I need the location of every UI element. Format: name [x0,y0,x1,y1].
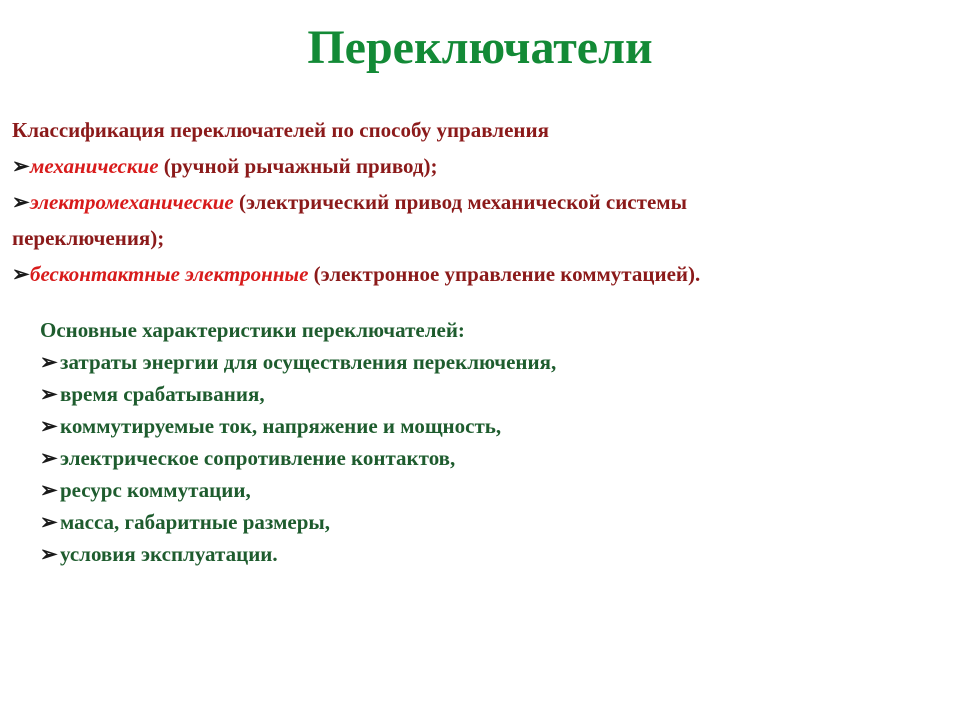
chevron-arrow-icon: ➢ [12,154,30,178]
classification-item [12,256,952,292]
characteristics-item [40,378,940,410]
chevron-arrow-icon: ➢ [40,446,58,470]
characteristics-text: электрическое сопротивление контактов, [60,446,456,470]
classification-term: бесконтактные электронные [30,262,309,286]
classification-item [12,148,952,184]
chevron-arrow-icon: ➢ [40,542,58,566]
classification-item [12,184,952,220]
classification-heading: Классификация переключателей по способу управления [12,118,549,142]
characteristics-text: коммутируемые ток, напряжение и мощность, [60,414,502,438]
characteristics-text: масса, габаритные размеры, [60,510,331,534]
classification-desc: (электронное управление коммутацией). [308,262,701,286]
characteristics-text: условия эксплуатации. [60,542,278,566]
classification-term: механические [30,154,159,178]
chevron-arrow-icon: ➢ [40,478,58,502]
characteristics-item [40,474,940,506]
chevron-arrow-icon: ➢ [40,510,58,534]
chevron-arrow-icon: ➢ [40,382,58,406]
classification-continuation: переключения); [12,226,165,250]
chevron-arrow-icon: ➢ [12,262,30,286]
characteristics-item [40,410,940,442]
characteristics-item [40,442,940,474]
characteristics-text: ресурс коммутации, [60,478,251,502]
characteristics-section [40,314,940,570]
chevron-arrow-icon: ➢ [40,350,58,374]
characteristics-text: время срабатывания, [60,382,265,406]
chevron-arrow-icon: ➢ [40,414,58,438]
classification-term: электромеханические [30,190,234,214]
classification-desc: (электрический привод механической системы [233,190,687,214]
chevron-arrow-icon: ➢ [12,190,30,214]
characteristics-item [40,346,940,378]
slide-title: Переключатели [307,21,653,74]
characteristics-text: затраты энергии для осуществления переключения, [60,350,557,374]
characteristics-heading: Основные характеристики переключателей: [40,318,465,342]
classification-section [12,112,952,292]
classification-desc: (ручной рычажный привод); [158,154,438,178]
characteristics-item [40,506,940,538]
characteristics-item [40,538,940,570]
